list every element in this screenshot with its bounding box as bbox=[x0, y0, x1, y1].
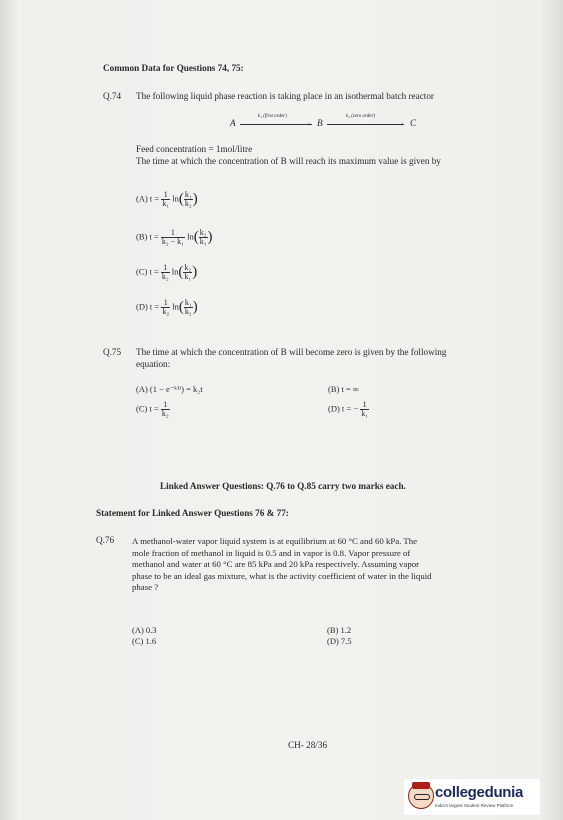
linked-answer-heading: Linked Answer Questions: Q.76 to Q.85 carry two marks each. bbox=[160, 481, 406, 491]
frac-num: 1 bbox=[161, 299, 170, 308]
q76-line: methanol and water at 60 °C are 85 kPa and 20 kPa respectively. Assuming vapor bbox=[132, 559, 420, 570]
frac-den: k₂ bbox=[161, 409, 169, 418]
q74-option-b: (B) t = $\frac{1}{\text{k₂ − k₁}}$ ln( $\frac{\text{k₂}}{\text{k₁}}$ ) bbox=[136, 228, 213, 246]
argument-fraction bbox=[184, 299, 193, 316]
statement-heading: Statement for Linked Answer Questions 76 & 77: bbox=[96, 508, 289, 518]
q74-question: The time at which the concentration of B will reach its maximum value is given by bbox=[136, 156, 441, 166]
q76-number: Q.76 bbox=[96, 535, 115, 545]
frac-den: k₂ bbox=[162, 307, 170, 316]
arrow-2 bbox=[327, 124, 404, 125]
q75-option-a: (A) (1 − e⁻ᵏ¹ᵗ) = k₂t bbox=[136, 384, 203, 394]
ln-symbol: ln bbox=[187, 231, 194, 242]
frac-num: 1 bbox=[161, 401, 170, 410]
q75-text-line1: The time at which the concentration of B will become zero is given by the following bbox=[136, 347, 447, 357]
argument-fraction bbox=[183, 264, 192, 281]
frac-den: k₂ bbox=[184, 307, 192, 316]
reactant-a: A bbox=[230, 118, 236, 128]
q74-option-d: (D) t = $\frac{1}{\text{k₂}}$ ln( $\frac{\text{k₁}}{\text{k₂}}$ ) bbox=[136, 298, 198, 316]
q74-text: The following liquid phase reaction is taking place in an isothermal batch reactor bbox=[136, 91, 434, 101]
q74-option-a: (A) t = $\frac{1}{\text{k₁}}$ ln( $\frac{\text{k₁}}{\text{k₂}}$ ) bbox=[136, 190, 198, 208]
logo-tagline: India's largest Student Review Platform bbox=[435, 803, 514, 808]
q74-option-c: (C) t = $\frac{1}{\text{k₂}}$ ln( $\frac{\text{k₂}}{\text{k₁}}$ ) bbox=[136, 263, 198, 281]
frac-den: k₁ bbox=[361, 409, 369, 418]
q76-line: mole fraction of methanol in liquid is 0.5 and in vapor is 0.8. Vapor pressure of bbox=[132, 547, 411, 558]
q74-number: Q.74 bbox=[103, 91, 122, 101]
q76-option-a: (A) 0.3 bbox=[132, 625, 157, 635]
frac-den: k₁ bbox=[199, 237, 207, 246]
mascot-icon bbox=[408, 783, 434, 809]
q75-text-line2: equation: bbox=[136, 359, 171, 369]
option-fraction bbox=[360, 401, 369, 418]
q76-text bbox=[132, 536, 432, 594]
coefficient-fraction bbox=[161, 264, 170, 281]
frac-den: k₁ bbox=[162, 199, 170, 208]
q75-option-b: (B) t = ∞ bbox=[328, 384, 359, 394]
product-c: C bbox=[410, 118, 417, 128]
frac-num: k₂ bbox=[184, 263, 192, 272]
coefficient-fraction bbox=[161, 229, 185, 246]
frac-num: 1 bbox=[161, 229, 185, 238]
logo-name: collegedunia bbox=[435, 784, 524, 801]
common-data-heading: Common Data for Questions 74, 75: bbox=[103, 63, 244, 73]
feed-concentration: Feed concentration = 1mol/litre bbox=[136, 144, 253, 154]
q76-option-b: (B) 1.2 bbox=[327, 625, 352, 635]
q76-line: phase to be an ideal gas mixture, what is the activity coefficient of water in the liquid bbox=[132, 570, 432, 581]
page-footer: CH- 28/36 bbox=[288, 740, 328, 750]
frac-den: k₁ bbox=[184, 272, 192, 281]
collegedunia-logo bbox=[404, 779, 540, 815]
intermediate-b: B bbox=[317, 118, 323, 128]
frac-num: 1 bbox=[360, 401, 369, 410]
option-fraction bbox=[161, 401, 170, 418]
arrow-2-head: › bbox=[401, 120, 404, 128]
option-label: (C) t = bbox=[136, 403, 159, 414]
frac-den: k₂ − k₁ bbox=[161, 237, 184, 246]
frac-num: k₁ bbox=[184, 190, 192, 199]
q76-option-c: (C) 1.6 bbox=[132, 636, 157, 646]
argument-fraction bbox=[199, 229, 208, 246]
frac-num: 1 bbox=[161, 264, 170, 273]
coefficient-fraction bbox=[161, 299, 170, 316]
frac-num: 1 bbox=[161, 191, 170, 200]
option-label: (D) t = bbox=[136, 301, 160, 312]
frac-den: k₂ bbox=[184, 199, 192, 208]
q75-option-c bbox=[136, 401, 170, 418]
frac-num: k₁ bbox=[184, 298, 192, 307]
ln-symbol: ln bbox=[172, 301, 179, 312]
coefficient-fraction bbox=[161, 191, 170, 208]
q75-number: Q.75 bbox=[103, 347, 122, 357]
argument-fraction bbox=[184, 191, 193, 208]
q76-option-d: (D) 7.5 bbox=[327, 636, 352, 646]
frac-den: k₂ bbox=[161, 272, 169, 281]
ln-symbol: ln bbox=[171, 266, 179, 277]
q76-line: A methanol-water vapor liquid system is at equilibrium at 60 °C and 60 kPa. The bbox=[132, 536, 418, 546]
ln-symbol: ln bbox=[172, 193, 179, 204]
arrow-1-head: › bbox=[308, 120, 311, 128]
q75-option-d bbox=[328, 401, 369, 418]
option-label: (C) t = bbox=[136, 266, 159, 277]
option-label: (D) t = − bbox=[328, 403, 359, 414]
option-label: (B) t = bbox=[136, 231, 159, 242]
option-label: (A) t = bbox=[136, 193, 160, 204]
k2-label: k₂ (zero order) bbox=[346, 114, 376, 119]
frac-num: k₂ bbox=[199, 228, 207, 237]
k1-label: k₁ (first order) bbox=[258, 114, 287, 119]
arrow-1 bbox=[240, 124, 312, 125]
q76-line: phase ? bbox=[132, 582, 159, 593]
